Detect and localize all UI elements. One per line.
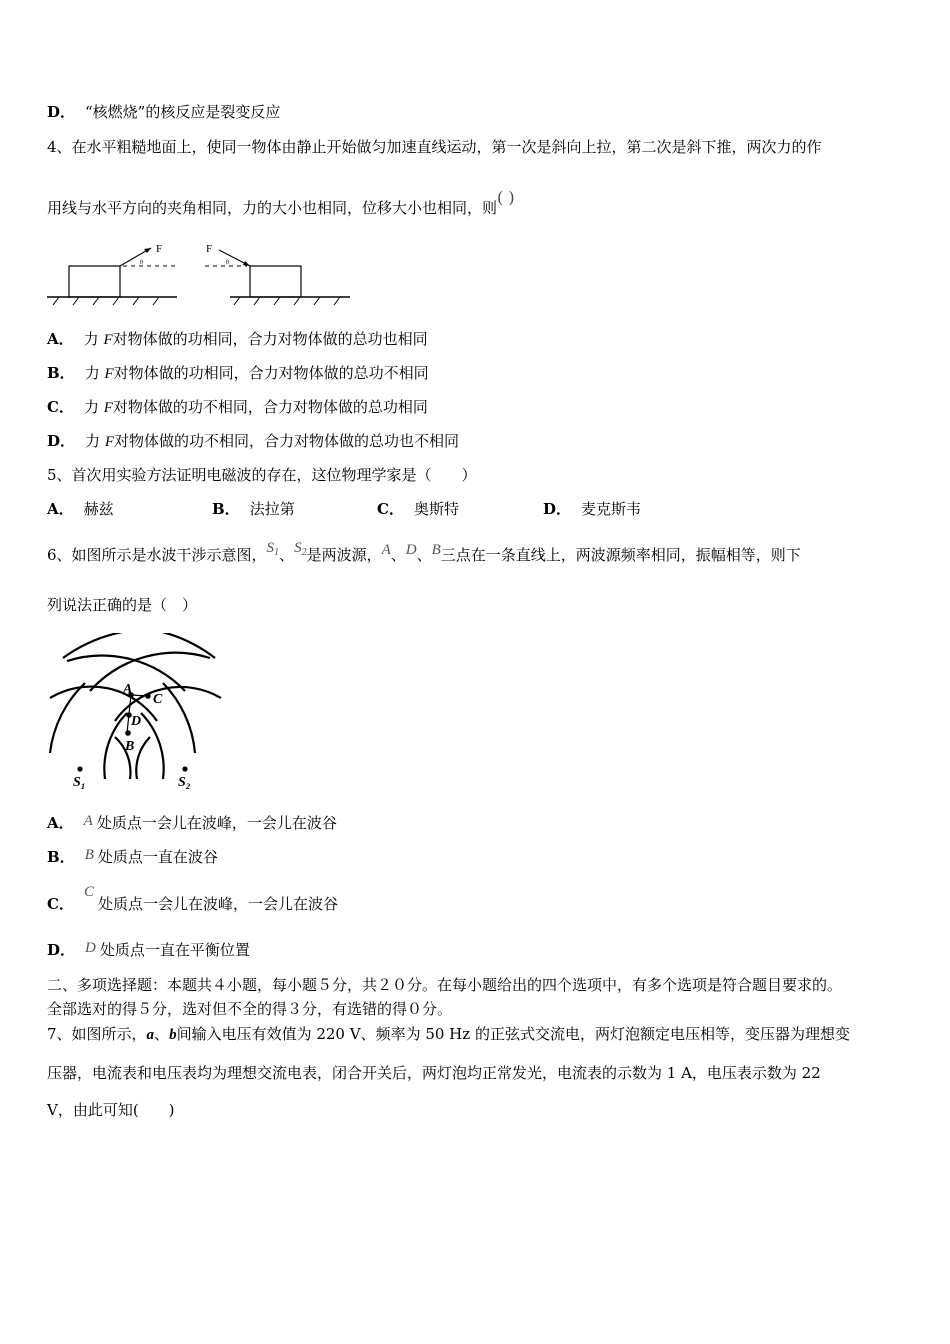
force-label-push: F	[206, 243, 213, 255]
q6-option-a: A． A 处质点一会儿在波峰，一会儿在波谷	[47, 813, 337, 832]
q6-stem-line2: 列说法正确的是（ ）	[47, 596, 198, 614]
q4-figure-pull	[47, 243, 177, 305]
q5-option-a: A． 赫兹	[47, 500, 114, 518]
q6-stem-line1: 6、如图所示是水波干涉示意图，$S_1$、$S_2$是两波源，A、D、B三点在一条直线上，两波源频率相同，振幅相等，则下	[47, 540, 801, 564]
label-s1: S₁	[73, 775, 86, 790]
q4-option-a: A． 力 F对物体做的功相同，合力对物体做的总功也相同	[47, 330, 428, 348]
label-a: A	[123, 682, 133, 697]
q5-option-b: B． 法拉第	[212, 500, 295, 518]
q4-option-b: B． 力 F对物体做的功相同，合力对物体做的总功不相同	[47, 364, 429, 382]
angle-label-push: θ	[226, 260, 229, 266]
label-b: B	[125, 739, 135, 754]
point-b	[125, 730, 131, 736]
q4-figure	[45, 238, 355, 308]
q6-option-d: D． D 处质点一直在平衡位置	[47, 940, 250, 959]
q7-line3: V，由此可知( )	[47, 1101, 175, 1119]
q7-line1: 7、如图所示，a、b间输入电压有效值为 220 V、频率为 50 Hz 的正弦式交流电，两灯泡额定电压相等，变压器为理想变	[47, 1025, 850, 1043]
answer-bracket: ( )	[497, 188, 515, 207]
label-s2: S₂	[178, 775, 191, 790]
q6-wave-figure	[45, 633, 225, 793]
label-d: D	[131, 714, 142, 729]
q5-stem: 5、首次用实验方法证明电磁波的存在，这位物理学家是（ ）	[47, 466, 477, 484]
q6-option-c: C．C处质点一会儿在波峰，一会儿在波谷	[47, 884, 338, 913]
point-c	[145, 693, 151, 699]
force-label: F	[156, 243, 163, 255]
q4-option-c: C． 力 F对物体做的功不相同，合力对物体做的总功相同	[47, 398, 428, 416]
label-c: C	[153, 692, 163, 707]
angle-label: θ	[140, 260, 143, 266]
section2-line1: 二、多项选择题：本题共４小题，每小题５分，共２０分。在每小题给出的四个选项中，有多个选项是符合题目要求的。	[47, 976, 843, 994]
q4-option-d: D． 力 F对物体做的功不相同，合力对物体做的总功也不相同	[47, 432, 459, 450]
q4-figure-push	[205, 243, 350, 305]
q4-stem-line1: 4、在水平粗糙地面上，使同一物体由静止开始做匀加速直线运动，第一次是斜向上拉，第二次是斜下推，两次力的作	[47, 138, 822, 156]
q4-stem-line2: 用线与水平方向的夹角相同，力的大小也相同，位移大小也相同，则( )	[47, 188, 515, 217]
section2-line2: 全部选对的得５分，选对但不全的得３分，有选错的得０分。	[47, 1000, 453, 1018]
q5-option-d: D． 麦克斯韦	[543, 500, 642, 518]
q6-option-b: B． B 处质点一直在波谷	[47, 847, 218, 866]
q3-option-d: D． “核燃烧”的核反应是裂变反应	[47, 103, 281, 121]
source-s2	[182, 766, 187, 771]
q5-option-c: C． 奥斯特	[377, 500, 459, 518]
q7-line2: 压器，电流表和电压表均为理想交流电表，闭合开关后，两灯泡均正常发光，电流表的示数为 1 A，电压表示数为 22	[47, 1064, 821, 1082]
source-s1	[77, 766, 82, 771]
